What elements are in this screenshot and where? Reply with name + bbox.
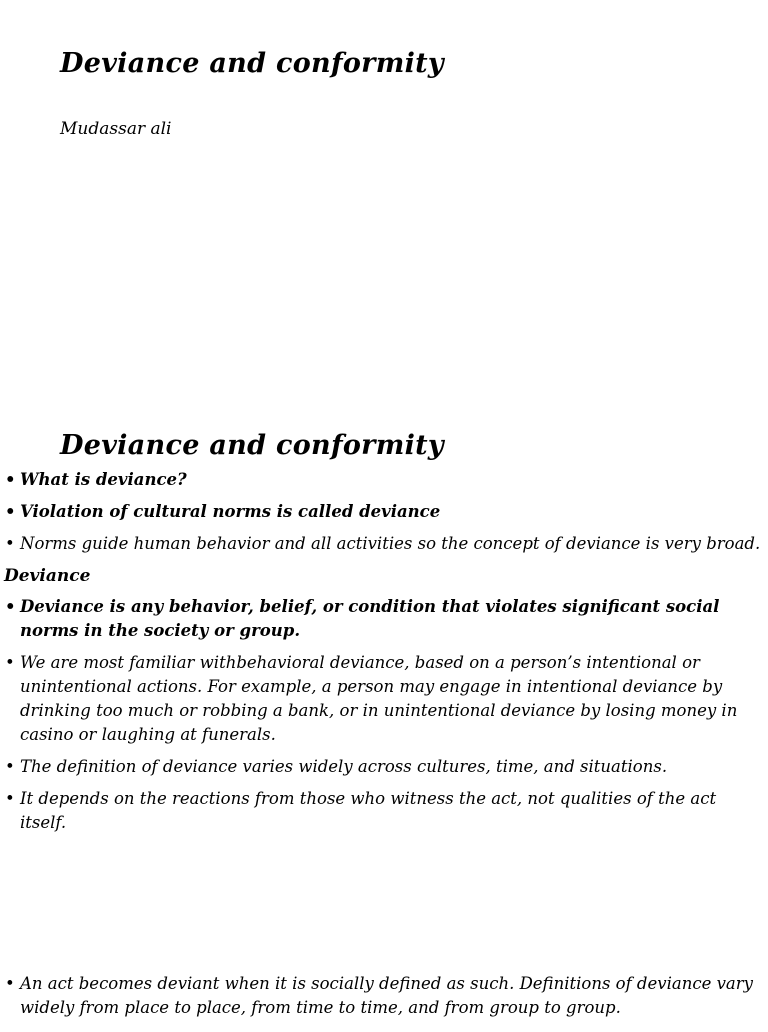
- definition-item: [0, 595, 762, 643]
- familiar-text-1: We are most familiar with: [20, 653, 237, 672]
- familiar-text-2: behavioral deviance, based on a person’s intentional: [236, 653, 677, 672]
- list-item: • The definition of deviance varies widely across cultures, time, and situations.: [0, 755, 762, 779]
- familiar-item: [0, 651, 762, 747]
- list-item: • Violation of cultural norms is called deviance: [0, 500, 762, 524]
- subheading-deviance: Deviance: [4, 566, 91, 586]
- list-item: • An act becomes deviant when it is socially defined as such. Definitions of deviance vary widely from place to place, from time to time, and from group to group.: [0, 972, 762, 1020]
- list-item: • Norms guide human behavior and all activities so the concept of deviance is very broad.: [0, 532, 762, 556]
- definition-text-2: violates significant social norms in the society or group.: [20, 597, 720, 640]
- list-item: • What is deviance?: [0, 468, 762, 492]
- definition-text-1: Deviance is any behavior, belief, or condition that: [20, 597, 480, 616]
- slide2-body: [0, 468, 762, 843]
- slide-content: [0, 430, 768, 870]
- slide-title: [0, 0, 768, 400]
- definition-bullets: [0, 595, 762, 835]
- familiar-text-3: or unintentional actions. For example, a person may engage in intentional deviance by drinking too much or robbing a bank, or in unintentional deviance by losing money in casino or laughing at funerals.: [20, 653, 738, 744]
- continued-bullets: [0, 972, 762, 1020]
- slide2-title: Deviance and conformity: [60, 430, 444, 461]
- author-name: Mudassar ali: [60, 119, 172, 139]
- slide-continued: [0, 972, 768, 1032]
- intro-bullets: [0, 468, 762, 556]
- list-item: • It depends on the reactions from those who witness the act, not qualities of the act itself.: [0, 787, 762, 835]
- slide1-title: Deviance and conformity: [60, 48, 444, 79]
